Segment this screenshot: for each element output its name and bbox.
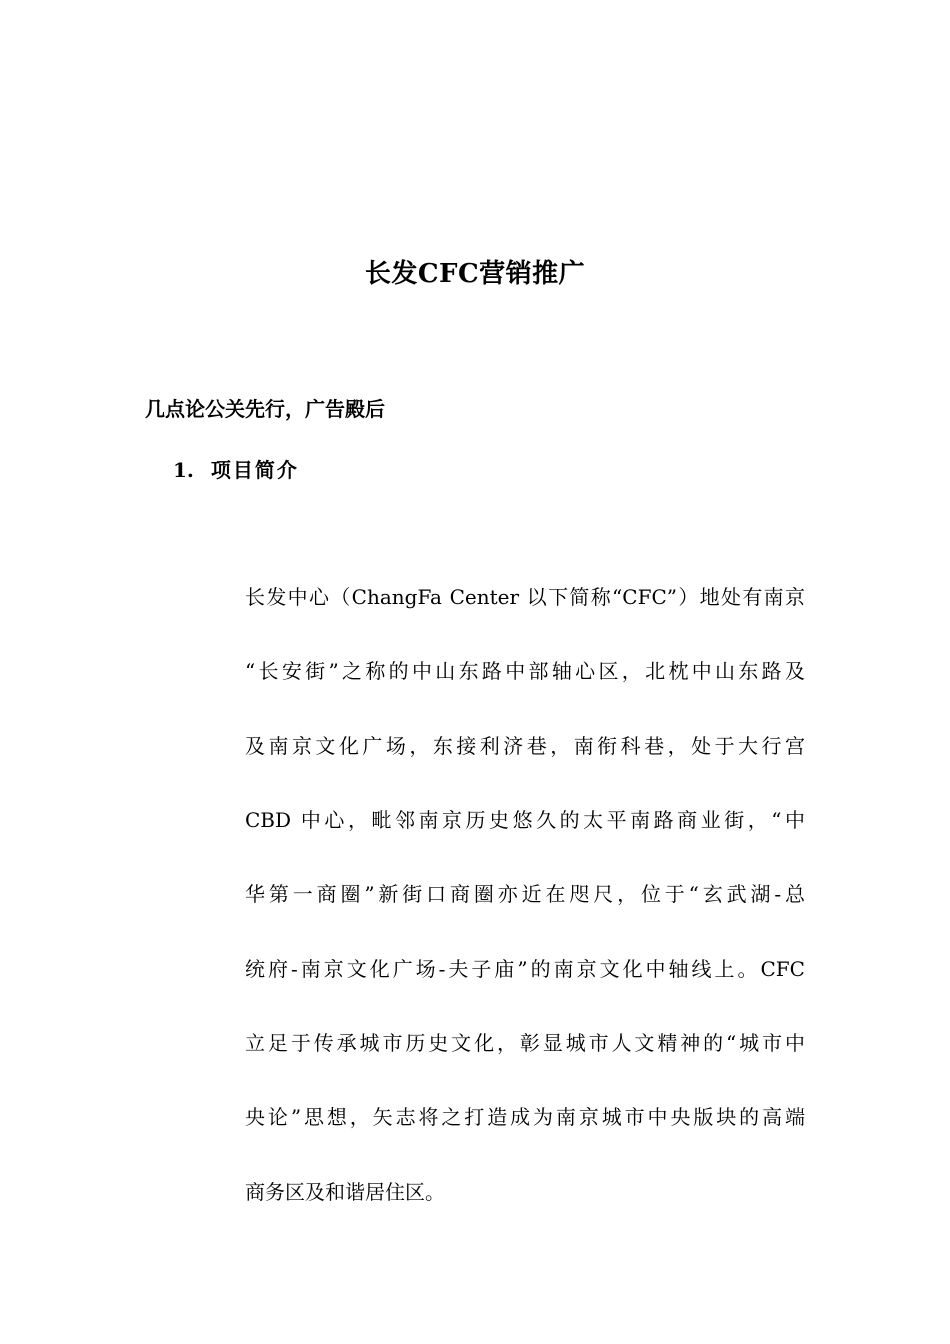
- item-heading: [173, 455, 299, 485]
- item-label: 项目简介: [210, 458, 299, 482]
- paragraph-line: 立足于传承城市历史文化，彰显城市人文精神的“城市中: [245, 1031, 805, 1055]
- paragraph-line: 商务区及和谐居住区。: [245, 1180, 445, 1204]
- item-number: 1.: [173, 458, 194, 482]
- document-title: 长发CFC营销推广: [364, 259, 586, 289]
- section-heading: 几点论公关先行，广告殿后: [145, 397, 385, 421]
- paragraph-line: CBD 中心，毗邻南京历史悠久的太平南路商业街，“中: [245, 808, 805, 832]
- paragraph-line: 华第一商圈”新街口商圈亦近在咫尺，位于“玄武湖-总: [245, 882, 805, 906]
- paragraph-line: “长安街”之称的中山东路中部轴心区，北枕中山东路及: [245, 659, 805, 683]
- paragraph-line: 统府-南京文化广场-夫子庙”的南京文化中轴线上。CFC: [245, 957, 805, 981]
- paragraph-line: 长发中心（ChangFa Center 以下简称“CFC”）地处有南京: [245, 585, 805, 609]
- paragraph-line: 及南京文化广场，东接利济巷，南衔科巷，处于大行宫: [245, 734, 805, 758]
- paragraph-line: 央论”思想，矢志将之打造成为南京城市中央版块的高端: [245, 1105, 805, 1129]
